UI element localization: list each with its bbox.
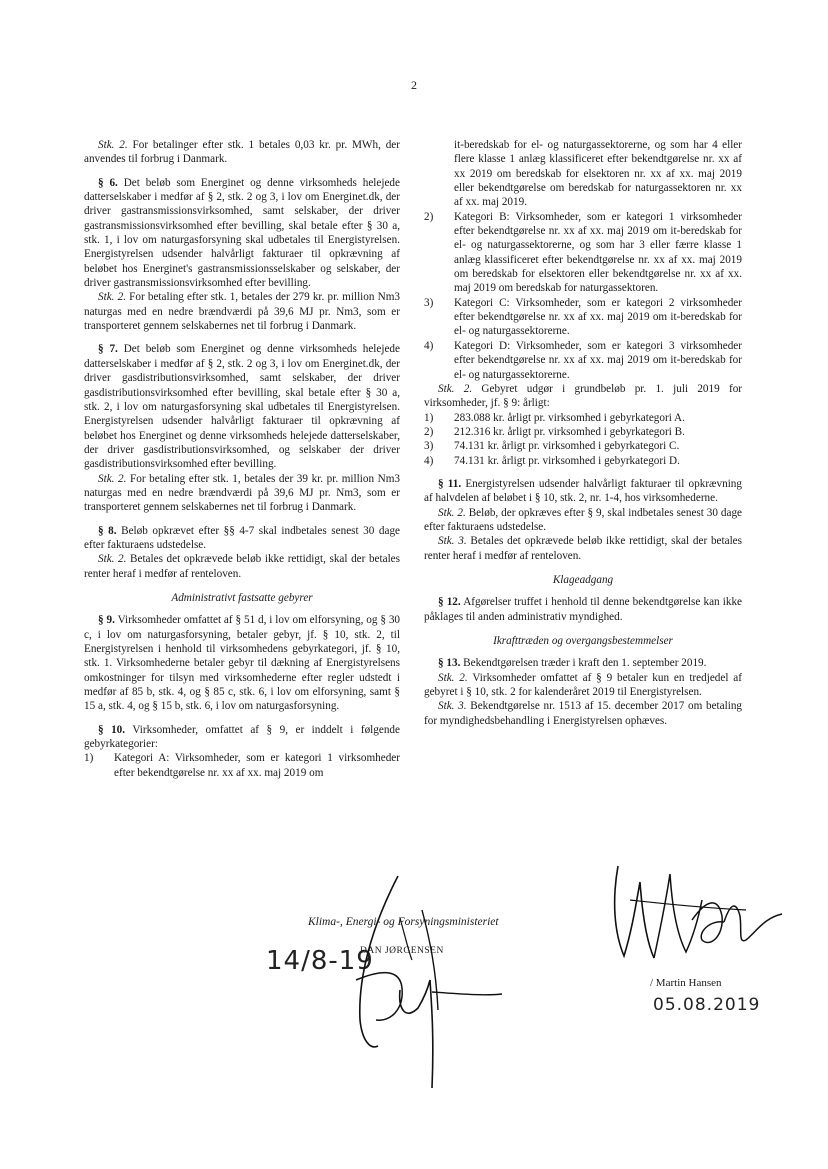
fee-item: 1) 283.088 kr. årligt pr. virksomhed i gebyrkategori A. <box>424 411 685 424</box>
heading-complaints: Klageadgang <box>552 573 614 586</box>
right-column <box>424 138 742 728</box>
left-column <box>84 138 400 780</box>
paragraph-s11: § 11. Energistyrelsen udsender halvårligt fakturaer til opkrævning af halvdelen af beløbet i § 10, stk. 2, nr. 1-4, hos virksomhederne. <box>424 477 742 505</box>
paragraph-s6: § 6. Det beløb som Energinet og denne virksomheds helejede datterselskaber i medfør af § 2, stk. 2 og 3, i lov om Energinet.dk, der driver gastransmissionsvirksomhed, samt selskaber, der driver gastransmissionsvirksomhed efter bevilling, skal betale efter § 30 a, stk. 1, i lov om naturgasforsyning skal udbetales til Energistyrelsen. Energistyrelsen udsender halvårligt fakturaer til opkrævning af beløbet hos Energinet's gastransmissionsselskaber og selskaber, der driver gastransmissionsvirksomhed efter bevilling. <box>84 176 400 290</box>
ministry-name: Klima-, Energi- og Forsyningsministeriet <box>308 916 499 928</box>
paragraph-s11-stk2: Stk. 2. Beløb, der opkræves efter § 9, skal indbetales senest 30 dage efter fakturaens udstedelse. <box>424 506 743 533</box>
paragraph-s13-stk2: Stk. 2. Virksomheder omfattet af § 9 betaler kun en tredjedel af gebyret i § 10, stk. 2 for kalenderåret 2019 til Energistyrelsen. <box>424 671 742 699</box>
handwritten-date-right: 05.08.2019 <box>653 995 761 1015</box>
handwritten-date-left: 14/8-19 <box>266 946 374 976</box>
fee-item: 4) 74.131 kr. årligt pr. virksomhed i gebyrkategori D. <box>424 454 680 467</box>
page-number: 2 <box>411 78 417 92</box>
paragraph-s8-stk2: Stk. 2. Betales det opkrævede beløb ikke rettidigt, skal der betales renter heraf i medfør af renteloven. <box>84 553 400 580</box>
minister-signature <box>340 870 520 1090</box>
paragraph-s6-stk2: Stk. 2. For betaling efter stk. 1, betales der 279 kr. pr. million Nm3 naturgas med en nedre brændværdi på 39,6 MJ pr. Nm3, som er transporteret gennem selskabernes net til forbrug i Danmark. <box>84 291 400 333</box>
list-item-category-a-continued: it-beredskab for el- og naturgassektorerne, og som har 4 eller flere klasse 1 anlæg klassificeret efter bekendtgørelse nr. xx af xx 2019 om beredskab for elsektoren nr. xx af xx. maj 2019 eller bekendtgørelse om beredskab for naturgassektoren nr. xx af xx. maj 2019. <box>454 139 742 209</box>
list-item-category-c: 3) Kategori C: Virksomheder, som er kategori 2 virksomheder efter bekendtgørelse nr. xx af xx. maj 2019 om it-beredskab for el- og naturgassektorerne. <box>424 296 742 338</box>
paragraph-s7: § 7. Det beløb som Energinet og denne virksomheds helejede datterselskaber i medfør af § 2, stk. 2 og 3, i lov om Energinet.dk, der driver gasdistributionsvirksomhed, samt selskaber, der driver gasdistributionsvirksomhed efter bevilling, skal betale efter § 30 a, stk. 2, i lov om naturgasforsyning skal udbetales til Energistyrelsen. Energistyrelsen udsender halvårligt fakturaer til opkrævning af beløbet hos Energinet og denne virksomheds helejede datterselskaber, der driver gasdistributionsvirksomhed, og selskaber der driver gasdistributionsvirksomhed efter bevilling. <box>84 343 400 471</box>
paragraph-s9: § 9. Virksomheder omfattet af § 51 d, i lov om elforsyning, og § 30 c, i lov om naturgasforsyning, betaler gebyr, jf. § 10, stk. 2, til Energistyrelsen i henhold til virksomhedens gebyrkategori, jf. § 10, stk. 1. Virksomhederne betaler gebyr til dækning af Energistyrelsens omkostninger for tilsyn med virksomhederne efter regler udstedt i medfør af 85 b, stk. 4, og § 85 c, stk. 6, i lov om elforsyning, samt § 15 a, stk. 4, og § 15 b, stk. 6, i lov om naturgasforsyning. <box>84 614 401 713</box>
paragraph-s10: § 10. Virksomheder, omfattet af § 9, er inddelt i følgende gebyrkategorier: <box>84 723 400 751</box>
list-item-category-b: 2) Kategori B: Virksomheder, som er kategori 1 virksomheder efter bekendtgørelse nr. xx af xx. maj 2019 om it-beredskab for el- og naturgassektorerne, og som har 3 eller færre klasse 1 anlæg klassificeret efter bekendtgørelse nr. xx af xx. maj 2019 om beredskab for elsektoren eller bekendtgørelse nr. xx af xx. maj 2019 om beredskab for naturgassektoren. <box>424 210 742 295</box>
paragraph-s5-stk2: Stk. 2. For betalinger efter stk. 1 betales 0,03 kr. pr. MWh, der anvendes til forbrug i Danmark. <box>84 139 400 166</box>
heading-administrative-fees: Administrativt fastsatte gebyrer <box>171 591 313 604</box>
heading-entry-into-force: Ikrafttræden og overgangsbestemmelser <box>493 635 673 647</box>
paragraph-s11-stk3: Stk. 3. Betales det opkrævede beløb ikke rettidigt, skal der betales renter heraf i medfør af renteloven. <box>424 535 743 562</box>
minister-name: DAN JØRGENSEN <box>360 946 444 956</box>
official-name: / Martin Hansen <box>650 977 722 989</box>
fee-item: 3) 74.131 kr. årligt pr. virksomhed i gebyrkategori C. <box>424 440 680 453</box>
list-item-category-d: 4) Kategori D: Virksomheder, som er kategori 3 virksomheder efter bekendtgørelse nr. xx af xx. maj 2019 om it-beredskab for el- og naturgassektorerne. <box>424 339 742 381</box>
paragraph-s7-stk2: Stk. 2. For betaling efter stk. 1, betales der 39 kr. pr. million Nm3 naturgas med en nedre brændværdi på 39,6 MJ pr. Nm3, som er transporteret gennem selskabernes net til forbrug i Danmark. <box>84 472 401 514</box>
paragraph-s8: § 8. Beløb opkrævet efter §§ 4-7 skal indbetales senest 30 dage efter fakturaens udstedelse. <box>84 524 401 551</box>
paragraph-s13-stk3: Stk. 3. Bekendtgørelse nr. 1513 af 15. december 2017 om betaling for myndighedsbehandling i Energistyrelsen ophæves. <box>424 700 743 727</box>
official-signature <box>606 860 786 970</box>
paragraph-s12: § 12. Afgørelser truffet i henhold til denne bekendtgørelse kan ikke påklages til anden administrativ myndighed. <box>424 596 742 623</box>
list-item-category-a: 1) Kategori A: Virksomheder, som er kategori 1 virksomheder efter bekendtgørelse nr. xx af xx. maj 2019 om <box>84 752 400 779</box>
fee-item: 2) 212.316 kr. årligt pr. virksomhed i gebyrkategori B. <box>424 425 685 438</box>
paragraph-s13: § 13. Bekendtgørelsen træder i kraft den 1. september 2019. <box>438 657 707 670</box>
paragraph-s10-stk2: Stk. 2. Gebyret udgør i grundbeløb pr. 1. juli 2019 for virksomheder, jf. § 9: årligt: <box>424 382 743 410</box>
